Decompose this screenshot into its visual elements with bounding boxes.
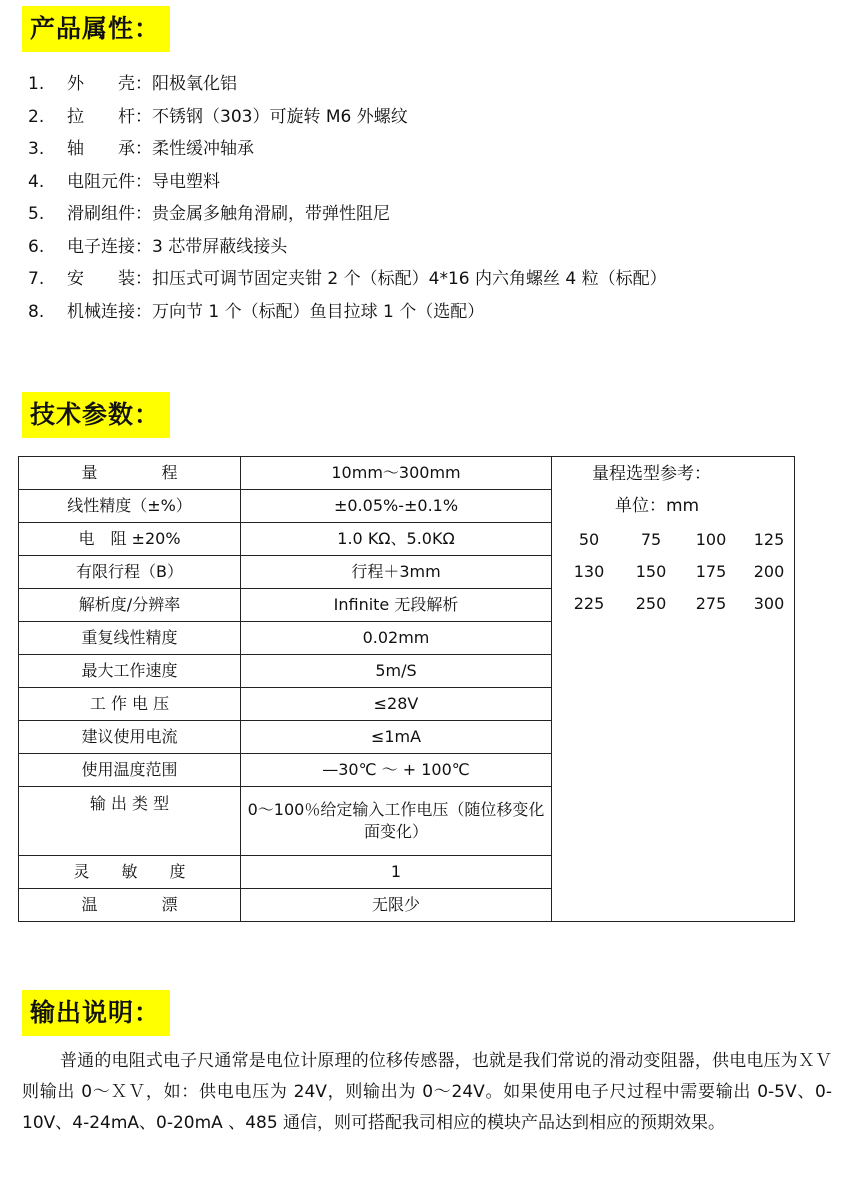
- spec-name: 电 阻 ±20%: [19, 523, 241, 556]
- range-value: 225: [573, 594, 605, 613]
- property-item: [28, 166, 828, 199]
- property-key: 电阻元件：: [67, 171, 152, 192]
- property-key: 轴 承：: [67, 139, 152, 159]
- item-number: 8.: [28, 301, 45, 322]
- spec-value: ≤28V: [241, 688, 552, 721]
- range-value: 200: [753, 562, 785, 581]
- spec-value: Infinite 无段解析: [241, 589, 552, 622]
- range-value: 75: [640, 530, 662, 549]
- range-reference-title: 量程选型参考：: [592, 464, 711, 484]
- spec-value: 无限少: [241, 889, 552, 922]
- property-item: [28, 296, 828, 329]
- spec-value: ≤1mA: [241, 721, 552, 754]
- property-item: [28, 68, 828, 101]
- property-item: [28, 263, 828, 296]
- property-key: 外 壳：: [67, 74, 152, 94]
- spec-name: 解析度/分辨率: [19, 589, 241, 622]
- spec-name: 温 漂: [19, 889, 241, 922]
- spec-name: 最大工作速度: [19, 655, 241, 688]
- spec-name: 输 出 类 型: [19, 787, 241, 856]
- range-value: 150: [635, 562, 667, 581]
- spec-name: 灵 敏 度: [19, 856, 241, 889]
- range-values: [558, 529, 788, 615]
- item-number: 1.: [28, 74, 45, 94]
- range-value: 100: [695, 530, 727, 549]
- item-number: 2.: [28, 106, 45, 127]
- property-item: [28, 198, 828, 231]
- property-value: 万向节 1 个（标配）鱼目拉球 1 个（选配）: [152, 301, 485, 322]
- spec-table: [18, 456, 795, 922]
- property-item: [28, 101, 828, 134]
- properties-list: [28, 68, 828, 328]
- property-key: 机械连接：: [67, 301, 152, 322]
- item-number: 6.: [28, 236, 45, 257]
- property-value: 贵金属多触角滑刷，带弹性阻尼: [152, 204, 390, 224]
- spec-value: 5m/S: [241, 655, 552, 688]
- property-item: [28, 231, 828, 264]
- spec-name: 建议使用电流: [19, 721, 241, 754]
- property-value: 不锈钢（303）可旋转 M6 外螺纹: [152, 106, 408, 127]
- spec-row: [19, 457, 795, 490]
- property-key: 滑刷组件：: [67, 204, 152, 224]
- item-number: 7.: [28, 269, 45, 289]
- spec-value: 10mm～300mm: [241, 457, 552, 490]
- spec-name: 工 作 电 压: [19, 688, 241, 721]
- spec-name: 线性精度（±%）: [19, 490, 241, 523]
- section-title-tech: 技术参数：: [22, 392, 170, 438]
- range-value: 130: [573, 562, 605, 581]
- item-number: 5.: [28, 204, 45, 224]
- property-value: 导电塑料: [152, 171, 220, 192]
- range-value: 50: [578, 530, 600, 549]
- range-value: 300: [753, 594, 785, 613]
- property-key: 安 装：: [67, 269, 152, 289]
- section-title-properties: 产品属性：: [22, 6, 170, 52]
- section-title-output: 输出说明：: [22, 990, 170, 1036]
- property-value: 扣压式可调节固定夹钳 2 个（标配）4*16 内六角螺丝 4 粒（标配）: [152, 269, 667, 289]
- range-reference: [552, 457, 795, 922]
- spec-name: 有限行程（B）: [19, 556, 241, 589]
- item-number: 3.: [28, 139, 45, 159]
- spec-name: 使用温度范围: [19, 754, 241, 787]
- spec-value: 行程＋3mm: [241, 556, 552, 589]
- range-value: 175: [695, 562, 727, 581]
- spec-value: 1.0 KΩ、5.0KΩ: [241, 523, 552, 556]
- range-value: 125: [753, 530, 785, 549]
- spec-value: 1: [241, 856, 552, 889]
- output-description: 普通的电阻式电子尺通常是电位计原理的位移传感器，也就是我们常说的滑动变阻器，供电电压为ＸＶ则输出 0～ＸＶ，如：供电电压为 24V，则输出为 0～24V。如果使用电子尺过程中需要输出 0-5V、0-10V、4-24mA、0-20mA 、485 通信，则可搭配我司相应的模块产品达到相应的预期效果。: [22, 1051, 832, 1133]
- spec-name: 重复线性精度: [19, 622, 241, 655]
- property-value: 柔性缓冲轴承: [152, 139, 254, 159]
- spec-name: 量 程: [19, 457, 241, 490]
- range-value: 275: [695, 594, 727, 613]
- range-reference-unit: 单位：mm: [615, 496, 700, 516]
- property-key: 拉 杆：: [67, 106, 152, 127]
- spec-value: —30℃ ～ + 100℃: [241, 754, 552, 787]
- property-value: 3 芯带屏蔽线接头: [152, 236, 288, 257]
- spec-value: ±0.05%-±0.1%: [241, 490, 552, 523]
- property-item: [28, 133, 828, 166]
- spec-value: 0.02mm: [241, 622, 552, 655]
- property-key: 电子连接：: [67, 236, 152, 257]
- item-number: 4.: [28, 171, 45, 192]
- range-value: 250: [635, 594, 667, 613]
- spec-value: 0～100％给定输入工作电压（随位移变化面变化）: [241, 787, 552, 856]
- property-value: 阳极氧化铝: [152, 74, 237, 94]
